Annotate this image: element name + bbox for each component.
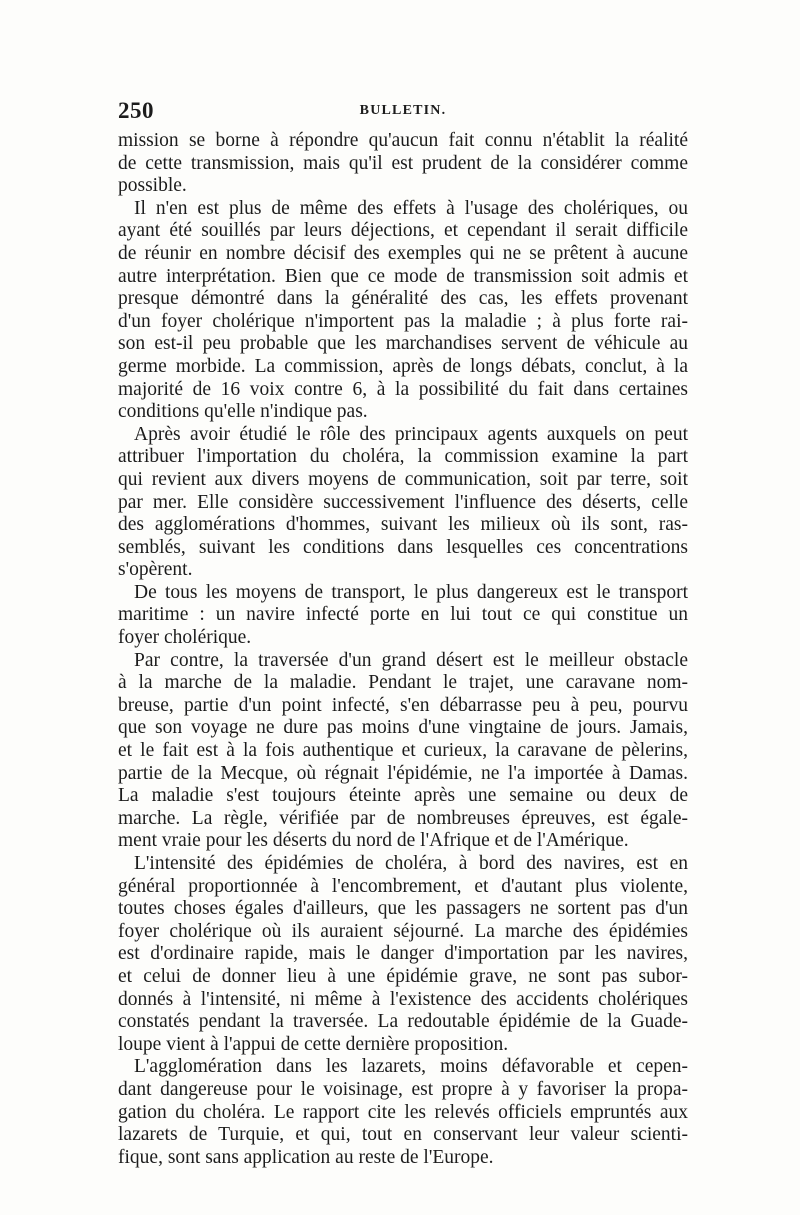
text-line: La maladie s'est toujours éteinte après une semaine ou deux de: [118, 785, 688, 807]
text-line: foyer cholérique où ils auraient séjourné. La marche des épidémies: [118, 920, 688, 942]
running-head: BULLETIN.: [359, 103, 447, 118]
page-header: [118, 98, 688, 126]
text-line: marche. La règle, vérifiée par de nombreuses épreuves, est égale-: [118, 807, 688, 829]
text-line: semblés, suivant les conditions dans lesquelles ces concentrations: [118, 536, 688, 558]
text-line: foyer cholérique.: [118, 627, 252, 649]
text-line: Il n'en est plus de même des effets à l'usage des cholériques, ou: [134, 197, 688, 219]
text-line: germe morbide. La commission, après de longs débats, conclut, à la: [118, 355, 688, 377]
text-line: mission se borne à répondre qu'aucun fait connu n'établit la réalité: [118, 130, 688, 151]
text-line: majorité de 16 voix contre 6, à la possibilité du fait dans certaines: [118, 378, 688, 400]
text-line: de cette transmission, mais qu'il est prudent de la considérer comme: [118, 152, 688, 174]
text-line: ment vraie pour les déserts du nord de l'Afrique et de l'Amérique.: [118, 830, 629, 852]
text-line: général proportionnée à l'encombrement, et d'autant plus violente,: [118, 875, 688, 897]
text-line: gation du choléra. Le rapport cite les relevés officiels empruntés aux: [118, 1101, 688, 1123]
text-line: toutes choses égales d'ailleurs, que les passagers ne sortent pas d'un: [118, 898, 688, 920]
text-line: des agglomérations d'hommes, suivant les milieux où ils sont, ras-: [118, 514, 688, 536]
text-line: dant dangereuse pour le voisinage, est propre à y favoriser la propa-: [118, 1078, 688, 1100]
text-line: fique, sont sans application au reste de l'Europe.: [118, 1146, 494, 1168]
text-line: conditions qu'elle n'indique pas.: [118, 401, 368, 423]
text-line: par mer. Elle considère successivement l'influence des déserts, celle: [118, 491, 688, 513]
text-line: breuse, partie d'un point infecté, s'en débarrasse peu à peu, pourvu: [118, 694, 688, 716]
text-line: à la marche de la maladie. Pendant le trajet, une caravane nom-: [118, 672, 688, 694]
text-line: lazarets de Turquie, et qui, tout en conservant leur valeur scienti-: [118, 1124, 688, 1146]
text-line: et le fait est à la fois authentique et curieux, la caravane de pèlerins,: [118, 740, 688, 762]
text-line: Par contre, la traversée d'un grand désert est le meilleur obstacle: [134, 649, 688, 671]
text-line: Après avoir étudié le rôle des principaux agents auxquels on peut: [134, 423, 688, 445]
text-line: maritime : un navire infecté porte en lui tout ce qui constitue un: [118, 604, 688, 626]
text-line: qui revient aux divers moyens de communication, soit par terre, soit: [118, 468, 688, 490]
text-line: possible.: [118, 175, 187, 197]
text-line: que son voyage ne dure pas moins d'une vingtaine de jours. Jamais,: [118, 717, 688, 739]
text-line: L'agglomération dans les lazarets, moins défavorable et cepen-: [134, 1056, 688, 1078]
page-number: 250: [118, 98, 154, 123]
text-line: donnés à l'intensité, ni même à l'existence des accidents cholériques: [118, 988, 688, 1010]
text-line: ayant été souillés par leurs déjections, et cependant il serait difficile: [118, 220, 688, 242]
body-text: [118, 130, 688, 1169]
text-line: et celui de donner lieu à une épidémie grave, ne sont pas subor-: [118, 965, 688, 987]
text-line: son est-il peu probable que les marchandises servent de véhicule au: [118, 333, 688, 355]
text-line: attribuer l'importation du choléra, la commission examine la part: [118, 446, 688, 468]
text-line: d'un foyer cholérique n'importent pas la maladie ; à plus forte rai-: [118, 310, 688, 332]
text-line: autre interprétation. Bien que ce mode de transmission soit admis et: [118, 265, 688, 287]
text-line: s'opèrent.: [118, 559, 193, 581]
text-line: presque démontré dans la généralité des cas, les effets provenant: [118, 288, 688, 310]
text-line: De tous les moyens de transport, le plus dangereux est le transport: [134, 581, 688, 603]
text-line: partie de la Mecque, où régnait l'épidémie, ne l'a importée à Damas.: [118, 762, 688, 784]
text-line: de réunir en nombre décisif des exemples qui ne se prêtent à aucune: [118, 242, 688, 264]
text-line: constatés pendant la traversée. La redoutable épidémie de la Guade-: [118, 1011, 688, 1033]
text-line: loupe vient à l'appui de cette dernière proposition.: [118, 1033, 509, 1055]
text-line: est d'ordinaire rapide, mais le danger d'importation par les navires,: [118, 943, 688, 965]
text-line: L'intensité des épidémies de choléra, à bord des navires, est en: [134, 853, 688, 874]
